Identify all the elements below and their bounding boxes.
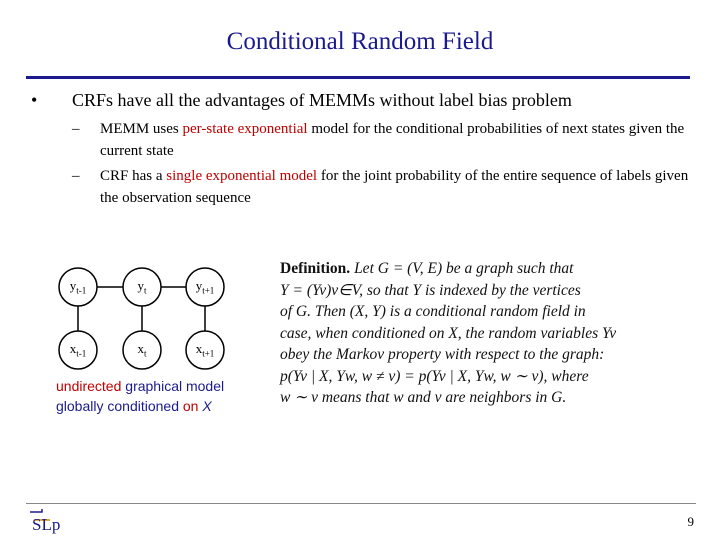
graph-caption: undirected graphical model globally conditioned on X [56,378,225,414]
crf-definition: Definition. Let G = (V, E) be a graph such that Y = (Yv)v∈V, so that Y is indexed by the vertices of G. Then (X, Y) is a conditional random field in case, when conditioned on X, the random variables Yv obey the Markov property with respect to the graph: p(Yv | X, Yw, w ≠ v) = p(Yv | X, Yw, w ∼ v), where w ∼ v means that w and v are neighbors in G. [280,260,617,406]
highlight-text: single exponential model [166,168,318,184]
node-label-x-prev: $x_{t-1}$ [69,341,87,359]
page-number: 9 [687,514,694,529]
sub-point-text: CRF has a single exponential model for the joint probability of the entire sequence of labels given the observation sequence [100,168,689,206]
svg-text:SLp: SLp [32,515,61,534]
node-label-y-next: $y_{t+1}$ [195,278,215,296]
dash-marker: – [72,121,80,137]
footer-divider [26,503,696,504]
highlight-text: per-state exponential [182,121,308,137]
caption-highlight: on [182,398,199,414]
slp-logo-icon [28,506,68,534]
main-point: CRFs have all the advantages of MEMMs without label bias problem [72,90,572,110]
bullet-marker: • [31,90,38,110]
node-label-y-prev: $y_{t-1}$ [69,278,87,296]
node-label-y-cur: $y_t$ [137,278,147,296]
node-label-x-next: $x_{t+1}$ [195,341,215,359]
definition-label: Definition. [280,260,351,277]
slide-title: Conditional Random Field [226,28,494,55]
node-label-x-cur: $x_t$ [137,341,147,359]
dash-marker: – [72,168,80,184]
sub-point-text: MEMM uses per-state exponential model for the conditional probabilities of next states given the current state [100,121,685,159]
caption-highlight: undirected [56,378,122,394]
